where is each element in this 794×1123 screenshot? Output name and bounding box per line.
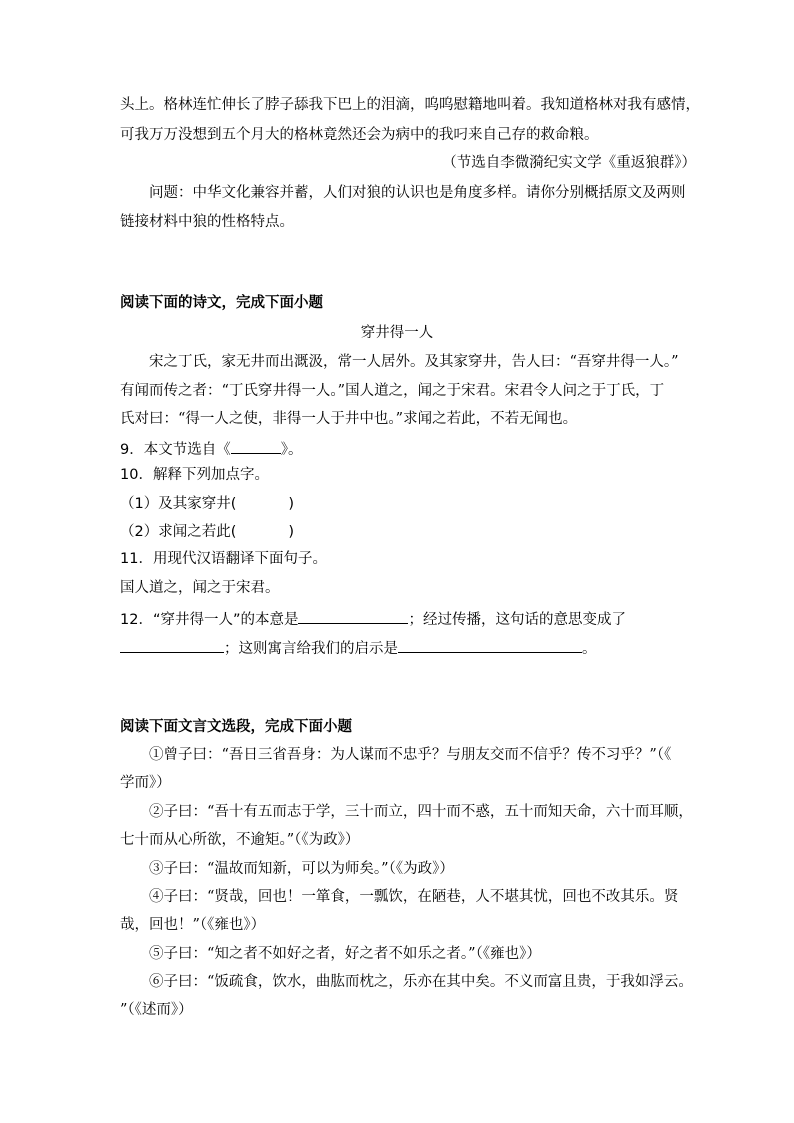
analects-line: ⑥子曰：“饭疏食，饮水，曲肱而枕之，乐亦在其中矣。不义而富且贵，于我如浮云。 [149,974,693,990]
question-10-1 [120,494,294,514]
question-text: ；经过传播，这句话的意思变成了 [408,612,626,628]
analects-line: ②子曰：“吾十有五而志于学，三十而立，四十而不惑，五十而知天命，六十而耳顺， [149,804,693,820]
question-text: 》。 [280,442,303,458]
passage-line: 可我万万没想到五个月大的格林竟然还会为病中的我叼来自己存的救命粮。 [120,127,599,143]
analects-line: ③子曰：“温故而知新，可以为师矣。”（《为政》） [149,861,454,877]
question-text: （1）及其家穿井( [120,496,237,512]
question-text: 9．本文节选自《 [120,442,231,458]
answer-blank[interactable] [398,636,582,653]
question-11-sentence: 国人道之，闻之于宋君。 [120,580,280,596]
question-10-2 [120,522,294,542]
poem-title: 穿井得一人 [360,325,434,341]
passage-line: 氏对曰：“得一人之使，非得一人于井中也。”求闻之若此，不若无闻也。 [120,411,578,427]
analects-line: 七十而从心所欲，不逾矩。”（《为政》） [120,832,360,848]
question-10: 10．解释下列加点字。 [120,467,269,483]
passage-line: 头上。格林连忙伸长了脖子舔我下巴上的泪滴，呜呜慰籍地叫着。我知道格林对我有感情， [120,97,700,113]
question-12 [120,607,626,630]
passage-line: 有闻而传之者：“丁氏穿井得一人。”国人道之，闻之于宋君。宋君令人问之于丁氏，丁 [120,383,665,399]
answer-blank[interactable] [298,607,408,624]
question-text: ) [288,524,295,540]
answer-blank[interactable] [231,437,281,454]
analects-line: ①曾子曰：“吾日三省吾身：为人谋而不忠乎？与朋友交而不信乎？传不习乎？”（《 [149,747,672,763]
question-text: 12．“穿井得一人”的本意是 [120,612,299,628]
question-text: 。 [582,641,597,657]
question-text: 链接材料中狼的性格特点。 [120,214,294,230]
answer-blank[interactable] [120,636,224,653]
question-text: ；这则寓言给我们的启示是 [224,641,398,657]
question-11: 11．用现代汉语翻译下面句子。 [120,551,327,567]
analects-line: ⑤子曰：“知之者不如好之者，好之者不如乐之者。”（《雍也》） [149,946,541,962]
question-text: 问题：中华文化兼容并蓄，人们对狼的认识也是角度多样。请你分别概括原文及两则 [149,185,686,201]
question-9 [120,437,302,460]
analects-line: ④子曰：“贤哉，回也！一箪食，一瓢饮，在陋巷，人不堪其忧，回也不改其乐。贤 [149,889,679,905]
question-text: （2）求闻之若此( [120,524,237,540]
analects-line: 哉，回也！”（《雍也》） [120,917,266,933]
passage-source: （节选自李微漪纪实文学《重返狼群》） [442,155,696,171]
question-12-cont [120,636,597,659]
analects-line: 学而》） [120,775,171,791]
question-text: ) [288,496,295,512]
passage-line: 宋之丁氏，家无井而出溉汲，常一人居外。及其家穿井，告人曰：“吾穿井得一人。” [149,354,679,370]
section-heading: 阅读下面的诗文，完成下面小题 [120,295,323,311]
section-heading: 阅读下面文言文选段，完成下面小题 [120,719,352,735]
analects-line: ”（《述而》） [120,1002,193,1018]
